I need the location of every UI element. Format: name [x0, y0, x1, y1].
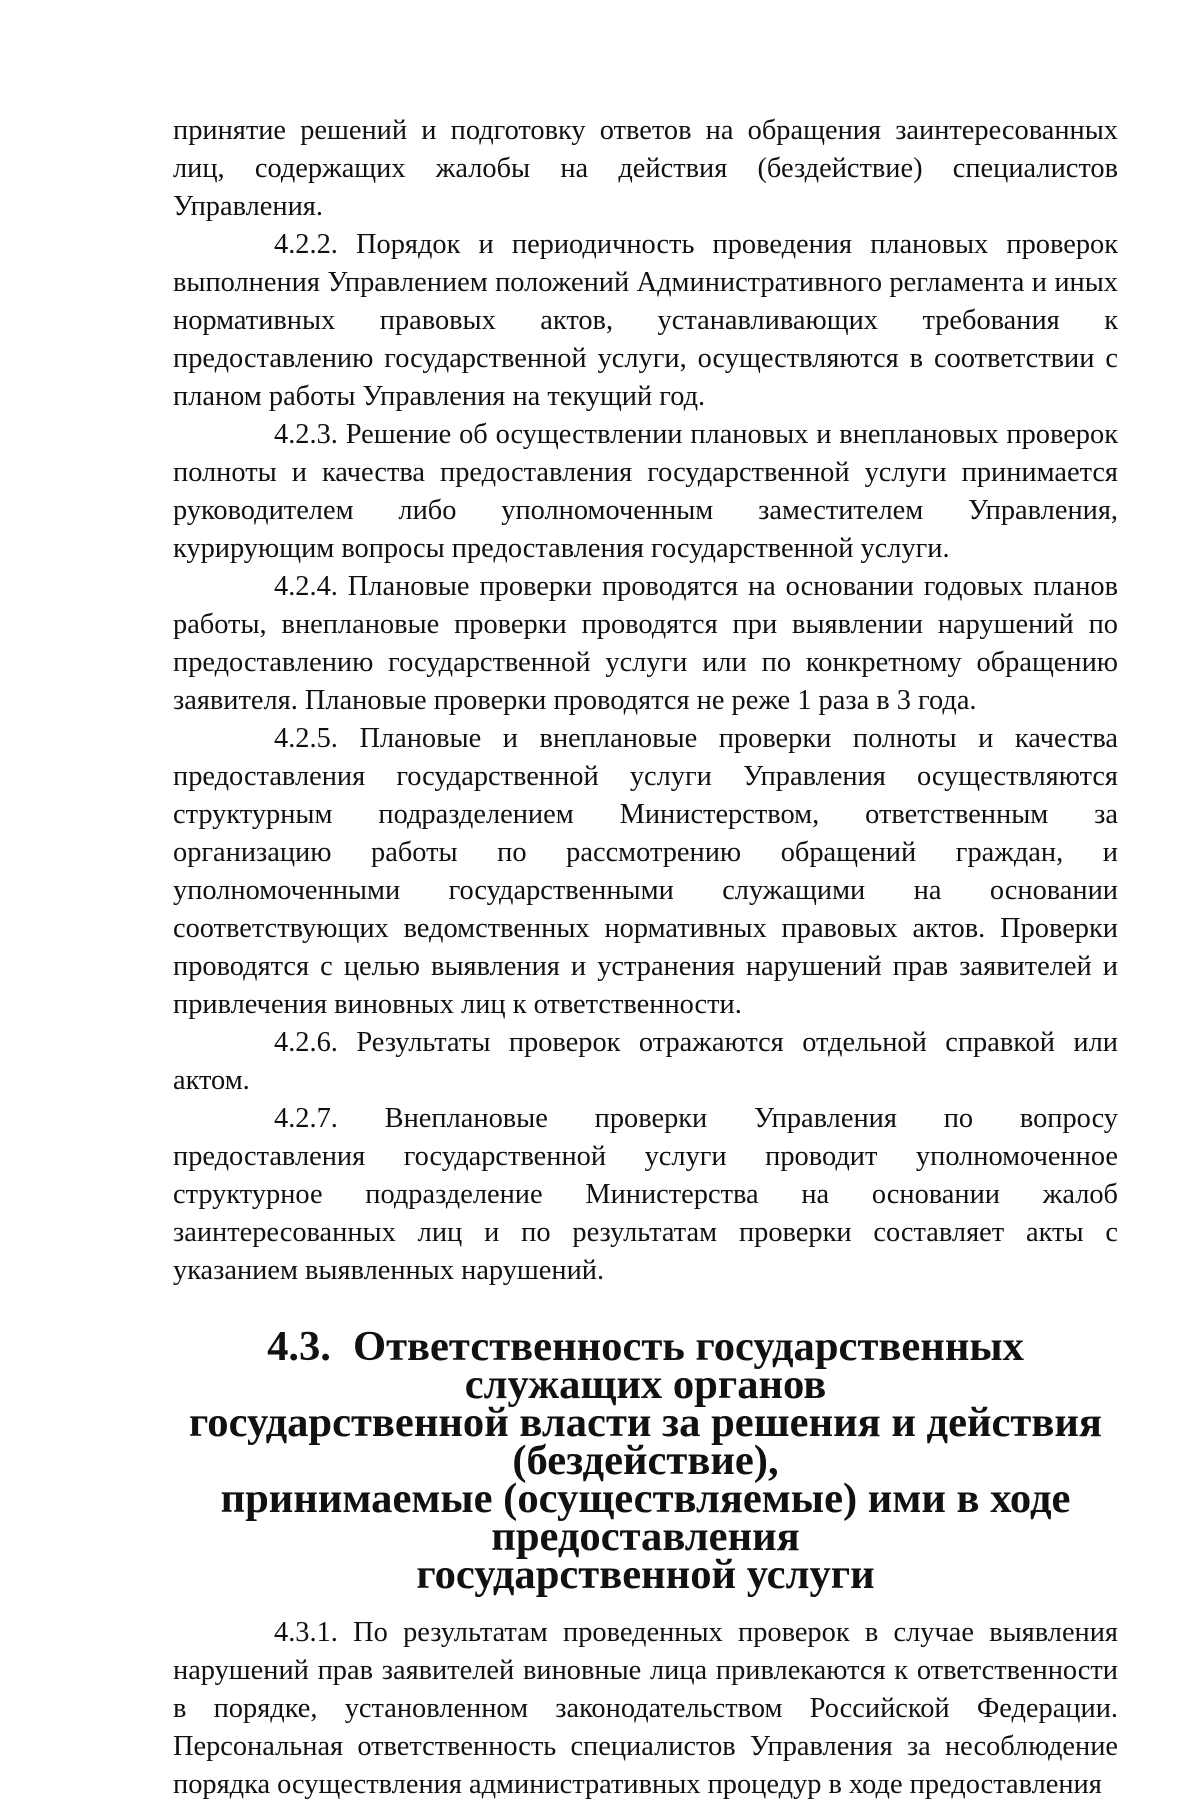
paragraph-4-2-5: 4.2.5. Плановые и внеплановые проверки полноты и качества предоставления государственной услуги Управления осуществляются структурным подразделением Министерством, ответственным за организацию работы по рассмотрению обращений граждан, и уполномоченными государственными служащими на основании соответствующих ведомственных нормативных правовых актов. Проверки проводятся с целью выявления и устранения нарушений прав заявителей и привлечения виновных лиц к ответственности.: [173, 723, 1118, 1020]
paragraph-4-3-1: 4.3.1. По результатам проведенных проверок в случае выявления нарушений прав заявителей виновные лица привлекаются к ответственности в порядке, установленном законодательством Российской Федерации. Персональная ответственность специалистов Управления за несоблюдение порядка осуществления административных процедур в ходе предоставления: [173, 1617, 1118, 1800]
paragraph-4-2-6: 4.2.6. Результаты проверок отражаются отдельной справкой или актом.: [173, 1027, 1118, 1096]
paragraph-4-2-3: 4.2.3. Решение об осуществлении плановых и внеплановых проверок полноты и качества предоставления государственной услуги принимается руководителем либо уполномоченным заместителем Управления, курирующим вопросы предоставления государственной услуги.: [173, 419, 1118, 564]
paragraph-4-2-7: 4.2.7. Внеплановые проверки Управления по вопросу предоставления государственной услуги проводит уполномоченное структурное подразделение Министерства на основании жалоб заинтересованных лиц и по результатам проверки составляет акты с указанием выявленных нарушений.: [173, 1103, 1118, 1286]
section-heading-4-3: [173, 1323, 1118, 1598]
paragraph-4-2-2: 4.2.2. Порядок и периодичность проведения плановых проверок выполнения Управлением положений Административного регламента и иных нормативных правовых актов, устанавливающих требования к предоставлению государственной услуги, осуществляются в соответствии с планом работы Управления на текущий год.: [173, 229, 1118, 412]
section-title-part-2: государственной власти за решения и действия (бездействие),: [189, 1399, 1102, 1484]
paragraph-continuation: принятие решений и подготовку ответов на обращения заинтересованных лиц, содержащих жалобы на действия (бездействие) специалистов Управления.: [173, 115, 1118, 222]
section-title-part-1: Ответственность государственных служащих органов: [352, 1323, 1024, 1408]
section-title-part-4: государственной услуги: [416, 1551, 875, 1598]
document-body: [173, 112, 1118, 1804]
section-heading-line-1: [173, 1323, 1118, 1408]
paragraph-4-2-4: 4.2.4. Плановые проверки проводятся на основании годовых планов работы, внеплановые проверки проводятся при выявлении нарушений по предоставлению государственной услуги или по конкретному обращению заявителя. Плановые проверки проводятся не реже 1 раза в 3 года.: [173, 571, 1118, 716]
section-title-part-3: принимаемые (осуществляемые) ими в ходе предоставления: [220, 1475, 1071, 1560]
section-number: 4.3.: [267, 1323, 331, 1370]
